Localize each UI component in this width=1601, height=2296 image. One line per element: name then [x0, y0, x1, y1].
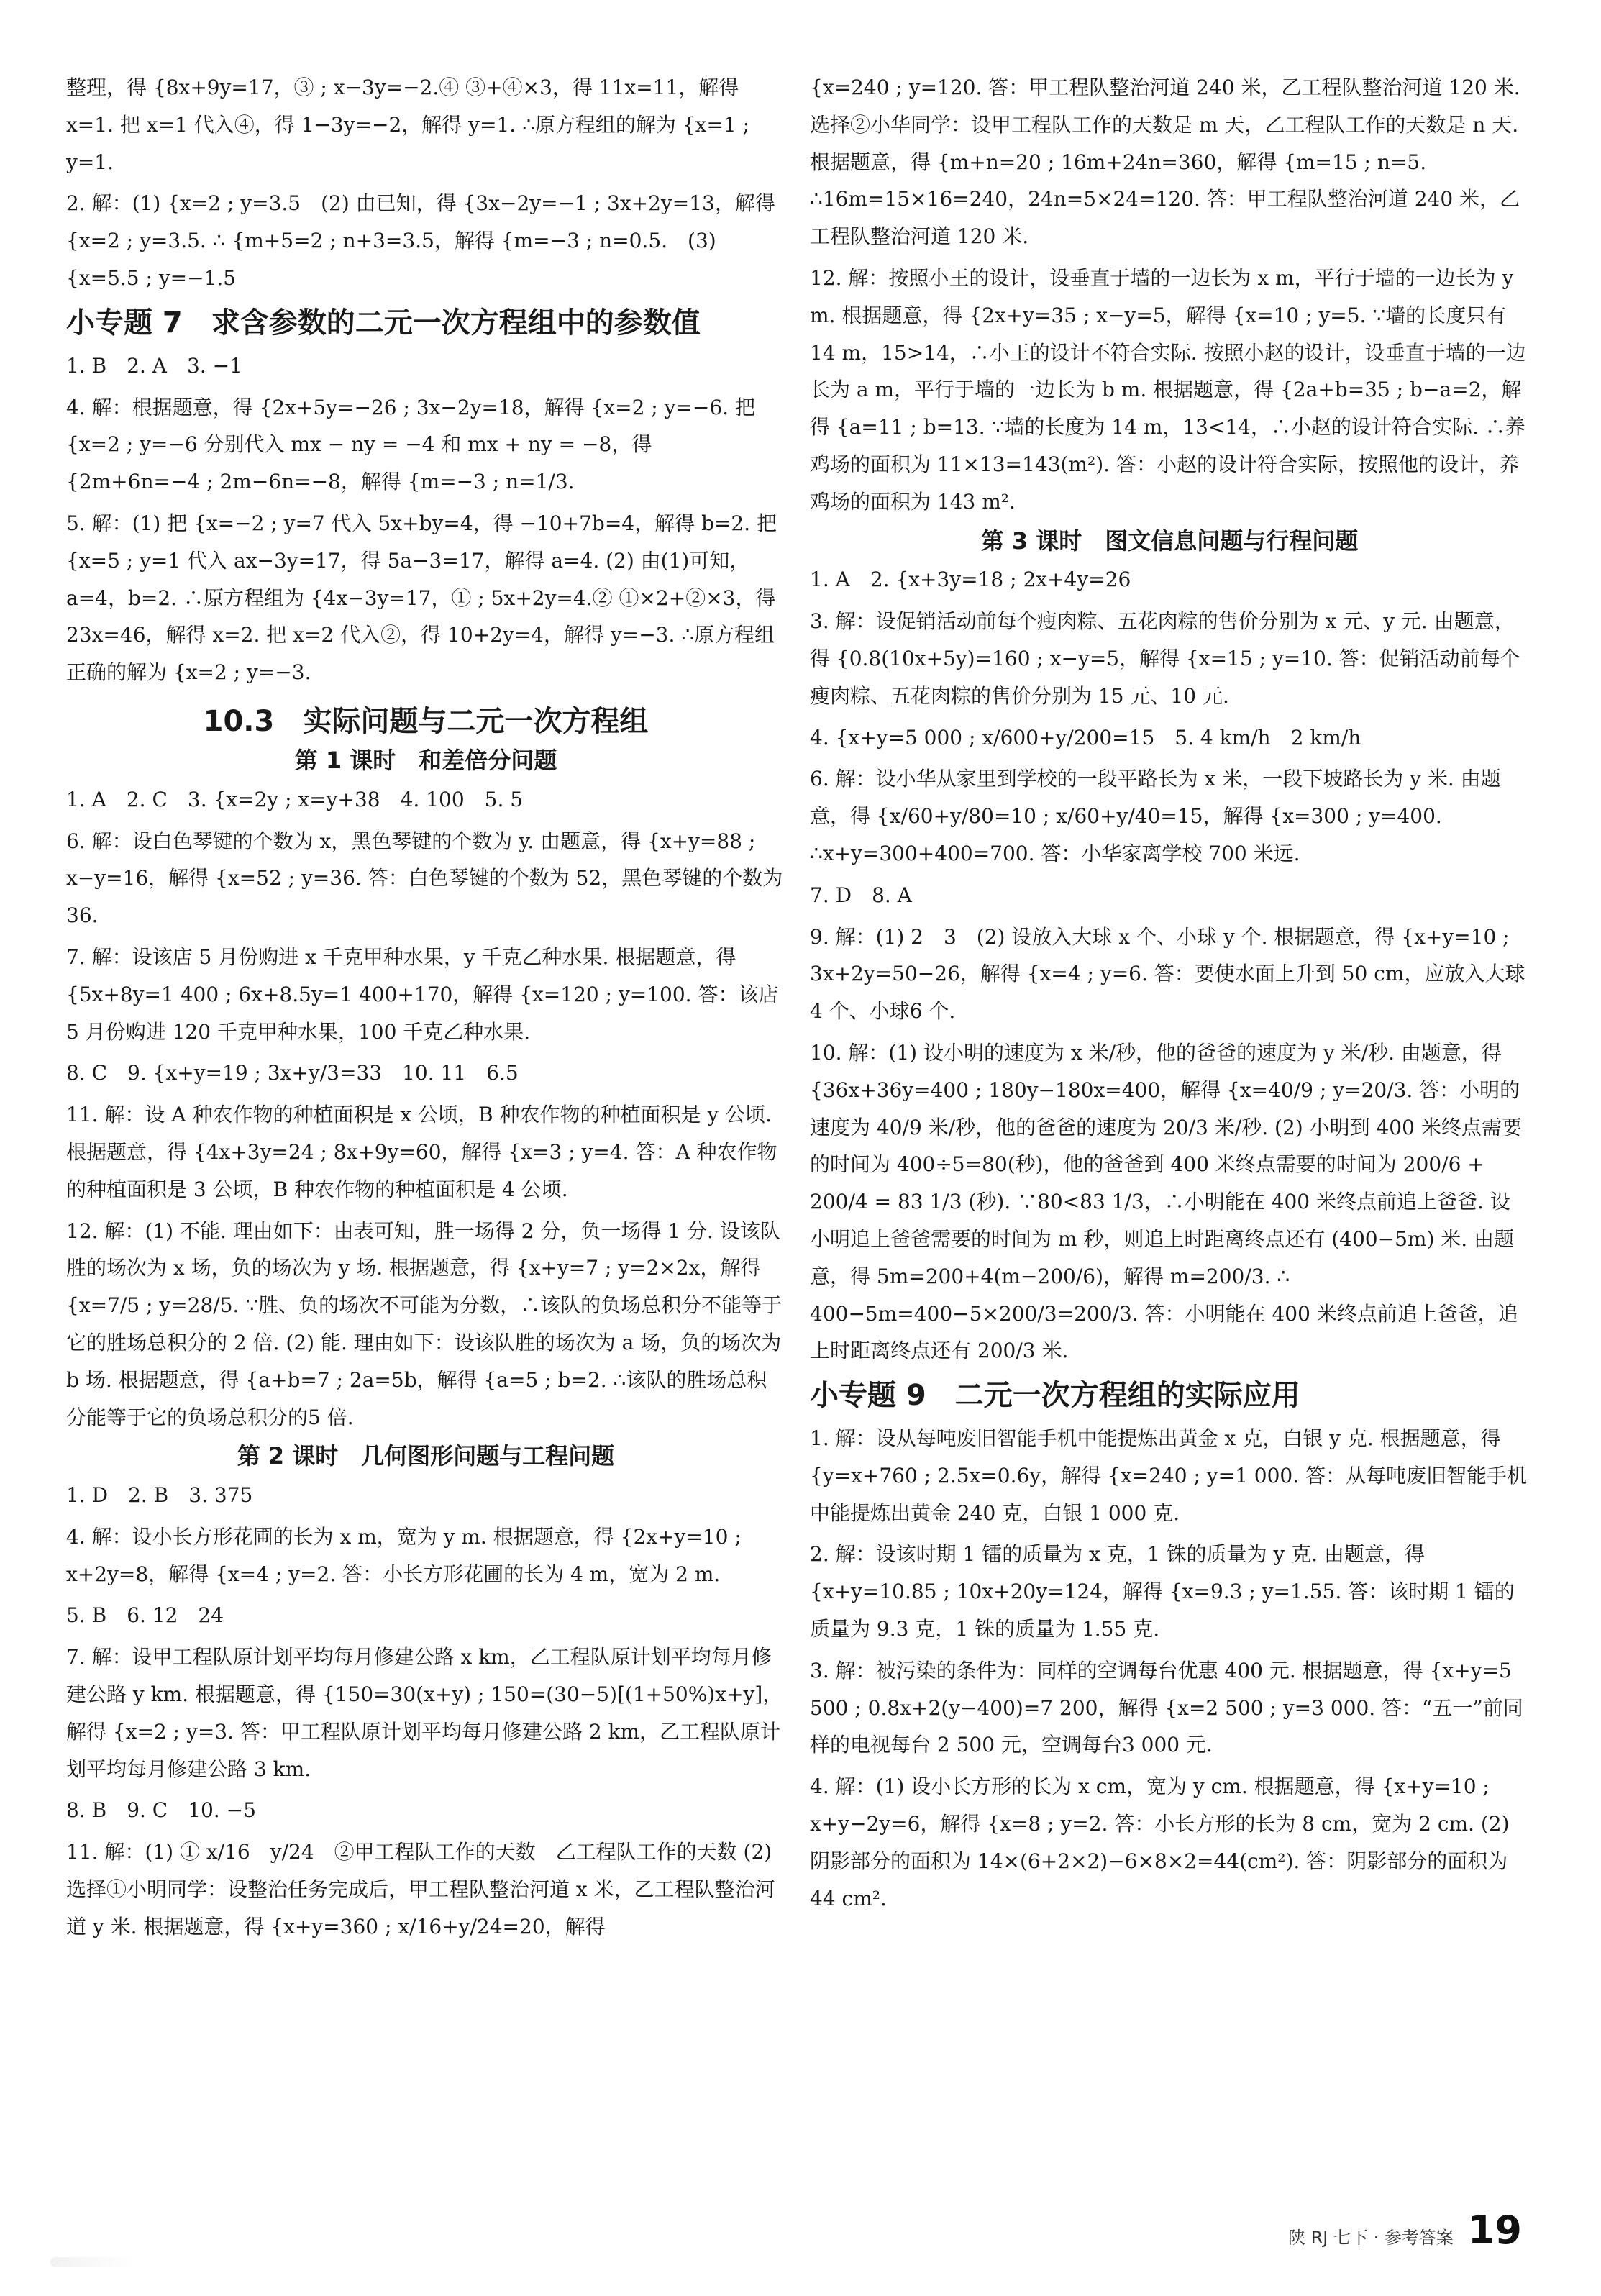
answer-paragraph: 1. A 2. {x+3y=18 ; 2x+4y=26: [810, 568, 1131, 592]
answer-paragraph: 整理，得 {8x+9y=17，③ ; x−3y=−2.④ ③+④×3，得 11x=11，解得 x=1. 把 x=1 代入④，得 1−3y=−2，解得 y=1. ∴原方程组的解为 {x=1 ; y=1.: [66, 76, 750, 174]
answer-paragraph: 2. 解：(1) {x=2 ; y=3.5 (2) 由已知，得 {3x−2y=−1 ; 3x+2y=13，解得 {x=2 ; y=3.5. ∴ {m+5=2 ; n+3=3.5，解得 {m=−3 ; n=0.5. (3) {x=5.5 ; y=−1.5: [66, 191, 775, 290]
answer-paragraph: 8. C 9. {x+y=19 ; 3x+y/3=33 10. 11 6.5: [66, 1061, 519, 1085]
scan-smudge: [50, 2257, 137, 2267]
right-column: [810, 69, 1529, 1921]
lesson-heading: 第 3 课时 图文信息问题与行程问题: [980, 527, 1359, 555]
left-column: [66, 69, 785, 1950]
topic-heading: 小专题 7 求含参数的二元一次方程组中的参数值: [66, 306, 701, 340]
answer-paragraph: 11. 解：(1) ① x/16 y/24 ②甲工程队工作的天数 乙工程队工作的天数 (2) 选择①小明同学：设整治任务完成后，甲工程队整治河道 x 米，乙工程队整治河道 y 米. 根据题意，得 {x+y=360 ; x/16+y/24=20，解得: [66, 1840, 775, 1939]
answer-paragraph: 3. 解：被污染的条件为：同样的空调每台优惠 400 元. 根据题意，得 {x+y=5 500 ; 0.8x+2(y−400)=7 200，解得 {x=2 500 ; y=3 000. 答：“五一”前同样的电视每台 2 500 元，空调每台3 000 元.: [810, 1658, 1523, 1757]
answer-paragraph: 2. 解：设该时期 1 镭的质量为 x 克，1 铢的质量为 y 克. 由题意，得 {x+y=10.85 ; 10x+20y=124，解得 {x=9.3 ; y=1.55. 答：该时期 1 镭的质量为 9.3 克，1 铢的质量为 1.55 克.: [810, 1542, 1515, 1641]
answer-paragraph: 5. 解：(1) 把 {x=−2 ; y=7 代入 5x+by=4，得 −10+7b=4，解得 b=2. 把 {x=5 ; y=1 代入 ax−3y=17，得 5a−3=17，解得 a=4. (2) 由(1)可知，a=4，b=2. ∴原方程组为 {4x−3y=17，① ; 5x+2y=4.② ①×2+②×3，得 23x=46，解得 x=2. 把 x=2 代入②，得 10+2y=4，解得 y=−3. ∴原方程组正确的解为 {x=2 ; y=−3.: [66, 511, 777, 685]
answer-paragraph: 9. 解：(1) 2 3 (2) 设放入大球 x 个、小球 y 个. 根据题意，得 {x+y=10 ; 3x+2y=50−26，解得 {x=4 ; y=6. 答：要使水面上升到 50 cm，应放入大球 4 个、小球6 个.: [810, 924, 1525, 1024]
answer-paragraph: 4. 解：(1) 设小长方形的长为 x cm，宽为 y cm. 根据题意，得 {x+y=10 ; x+y−2y=6，解得 {x=8 ; y=2. 答：小长方形的长为 8 cm，宽为 2 cm. (2) 阴影部分的面积为 14×(6+2×2)−6×8×2=44(cm²). 答：阴影部分的面积为 44 cm².: [810, 1775, 1510, 1910]
answer-paragraph: 12. 解：按照小王的设计，设垂直于墙的一边长为 x m，平行于墙的一边长为 y m. 根据题意，得 {2x+y=35 ; x−y=5，解得 {x=10 ; y=5. ∵墙的长度只有 14 m，15>14，∴小王的设计不符合实际. 按照小赵的设计，设垂直于墙的一边长为 a m，平行于墙的一边长为 b m. 根据题意，得 {2a+b=35 ; b−a=2，解得 {a=11 ; b=13. ∵墙的长度为 14 m，13<14，∴小赵的设计符合实际. ∴养鸡场的面积为 11×13=143(m²). 答：小赵的设计符合实际，按照他的设计，养鸡场的面积为 143 m².: [810, 265, 1526, 514]
answer-paragraph: 5. B 6. 12 24: [66, 1603, 224, 1628]
answer-paragraph: {x=240 ; y=120. 答：甲工程队整治河道 240 米，乙工程队整治河道 120 米. 选择②小华同学：设甲工程队工作的天数是 m 天，乙工程队工作的天数是 n 天. 根据题意，得 {m+n=20 ; 16m+24n=360，解得 {m=15 ; n=5. ∴16m=15×16=240，24n=5×24=120. 答：甲工程队整治河道 240 米，乙工程队整治河道 120 米.: [810, 76, 1520, 249]
answer-paragraph: 4. {x+y=5 000 ; x/600+y/200=15 5. 4 km/h 2 km/h: [810, 725, 1361, 750]
answer-paragraph: 1. D 2. B 3. 375: [66, 1483, 253, 1508]
answer-paragraph: 3. 解：设促销活动前每个瘦肉粽、五花肉粽的售价分别为 x 元、y 元. 由题意，得 {0.8(10x+5y)=160 ; x−y=5，解得 {x=15 ; y=10. 答：促销活动前每个瘦肉粽、五花肉粽的售价分别为 15 元、10 元.: [810, 609, 1520, 708]
answer-paragraph: 1. B 2. A 3. −1: [66, 353, 242, 378]
answer-paragraph: 7. 解：设甲工程队原计划平均每月修建公路 x km，乙工程队原计划平均每月修建公路 y km. 根据题意，得 {150=30(x+y) ; 150=(30−5)[(1+50%)x+y]，解得 {x=2 ; y=3. 答：甲工程队原计划平均每月修建公路 2 km，乙工程队原计划平均每月修建公路 3 km.: [66, 1645, 783, 1781]
footer-label: 陕 RJ 七下 · 参考答案: [1287, 2228, 1454, 2248]
answer-paragraph: 6. 解：设白色琴键的个数为 x，黑色琴键的个数为 y. 由题意，得 {x+y=88 ; x−y=16，解得 {x=52 ; y=36. 答：白色琴键的个数为 52，黑色琴键的个数为 36.: [66, 829, 783, 928]
answer-paragraph: 7. 解：设该店 5 月份购进 x 千克甲种水果，y 千克乙种水果. 根据题意，得 {5x+8y=1 400 ; 6x+8.5y=1 400+170，解得 {x=120 ; y=100. 答：该店 5 月份购进 120 千克甲种水果，100 千克乙种水果.: [66, 944, 779, 1044]
answer-paragraph: 11. 解：设 A 种农作物的种植面积是 x 公顷，B 种农作物的种植面积是 y 公顷. 根据题意，得 {4x+3y=24 ; 8x+9y=60，解得 {x=3 ; y=4. 答：A 种农作物的种植面积是 3 公顷，B 种农作物的种植面积是 4 公顷.: [66, 1103, 777, 1201]
answer-paragraph: 12. 解：(1) 不能. 理由如下：由表可知，胜一场得 2 分，负一场得 1 分. 设该队胜的场次为 x 场，负的场次为 y 场. 根据题意，得 {x+y=7 ; y=2×2x，解得 {x=7/5 ; y=28/5. ∵胜、负的场次不可能为分数，∴该队的负场总积分不能等于它的胜场总积分的 2 倍. (2) 能. 理由如下：设该队胜的场次为 a 场，负的场次为 b 场. 根据题意，得 {a+b=7 ; 2a=5b，解得 {a=5 ; b=2. ∴该队的胜场总积分能等于它的负场总积分的5 倍.: [66, 1218, 783, 1429]
lesson-heading: 第 1 课时 和差倍分问题: [294, 746, 557, 774]
page-footer: [1288, 2208, 1522, 2253]
answer-paragraph: 4. 解：设小长方形花圃的长为 x m，宽为 y m. 根据题意，得 {2x+y=10 ; x+2y=8，解得 {x=4 ; y=2. 答：小长方形花圃的长为 4 m，宽为 2 m.: [66, 1524, 742, 1586]
answer-paragraph: 1. 解：设从每吨废旧智能手机中能提炼出黄金 x 克，白银 y 克. 根据题意，得 {y=x+760 ; 2.5x=0.6y，解得 {x=240 ; y=1 000. 答：从每吨废旧智能手机中能提炼出黄金 240 克，白银 1 000 克.: [810, 1426, 1528, 1525]
answer-paragraph: 1. A 2. C 3. {x=2y ; x=y+38 4. 100 5. 5: [66, 787, 524, 811]
topic-heading: 小专题 9 二元一次方程组的实际应用: [810, 1379, 1300, 1413]
lesson-heading: 第 2 课时 几何图形问题与工程问题: [237, 1442, 615, 1470]
answer-paragraph: 6. 解：设小华从家里到学校的一段平路长为 x 米，一段下坡路长为 y 米. 由题意，得 {x/60+y/80=10 ; x/60+y/40=15，解得 {x=300 ; y=400. ∴x+y=300+400=700. 答：小华家离学校 700 米远.: [810, 767, 1501, 865]
answer-paragraph: 10. 解：(1) 设小明的速度为 x 米/秒，他的爸爸的速度为 y 米/秒. 由题意，得 {36x+36y=400 ; 180y−180x=400，解得 {x=40/9 ; y=20/3. 答：小明的速度为 40/9 米/秒，他的爸爸的速度为 20/3 米/秒. (2) 小明到 400 米终点需要的时间为 400÷5=80(秒)，他的爸爸到 400 米终点需要的时间为 200/6 + 200/4 = 83 1/3 (秒). ∵80<83 1/3，∴小明能在 400 米终点前追上爸爸. 设小明追上爸爸需要的时间为 m 秒，则追上时距离终点还有 (400−5m) 米. 由题意，得 5m=200+4(m−200/6)，解得 m=200/3. ∴ 400−5m=400−5×200/3=200/3. 答：小明能在 400 米终点前追上爸爸，追上时距离终点还有 200/3 米.: [810, 1040, 1522, 1363]
answer-paragraph: 7. D 8. A: [810, 883, 912, 907]
answer-paragraph: 4. 解：根据题意，得 {2x+5y=−26 ; 3x−2y=18，解得 {x=2 ; y=−6. 把 {x=2 ; y=−6 分别代入 mx − ny = −4 和 mx + ny = −8，得 {2m+6n=−4 ; 2m−6n=−8，解得 {m=−3 ; n=1/3.: [66, 395, 755, 494]
page-number: 19: [1467, 2208, 1522, 2253]
section-heading: 10.3 实际问题与二元一次方程组: [203, 704, 649, 738]
answer-paragraph: 8. B 9. C 10. −5: [66, 1798, 256, 1823]
